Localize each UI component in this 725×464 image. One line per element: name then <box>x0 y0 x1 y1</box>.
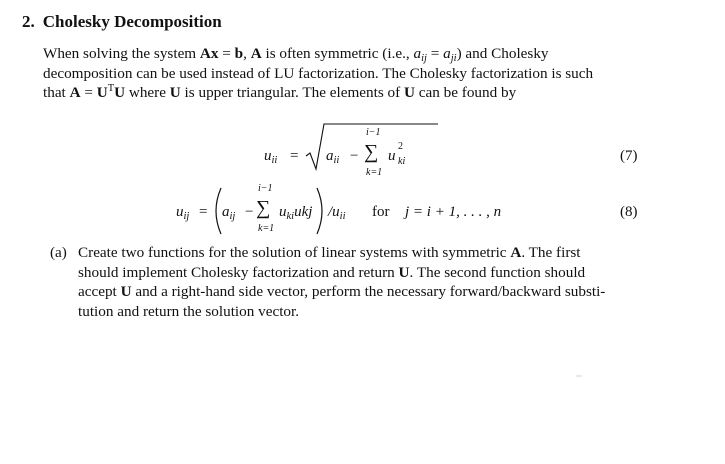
math-U: U <box>120 283 132 300</box>
eq7-minus: − <box>350 148 359 164</box>
intro-paragraph <box>43 44 643 103</box>
text-run: ) and Cholesky <box>456 45 549 62</box>
part-a-line-2 <box>78 263 643 283</box>
text-run: Create two functions for the solution of linear systems with symmetric <box>78 244 511 261</box>
eq7-equals: = <box>290 148 299 164</box>
math-U: U <box>398 263 410 281</box>
eq7-number: (7) <box>620 148 638 164</box>
math-a: a <box>443 45 451 62</box>
eq8-range: j = i + 1, . . . , n <box>405 204 502 220</box>
eq8-number: (8) <box>620 204 638 220</box>
text-run: accept <box>78 283 121 300</box>
eq7-sum-bottom: k=1 <box>366 167 383 178</box>
part-a-line-1 <box>78 243 643 263</box>
eq8-minus: − <box>245 204 254 220</box>
math-sub: ij <box>421 53 427 64</box>
faint-mark <box>576 375 582 377</box>
eq7-sum-top: i−1 <box>366 127 381 138</box>
text-run: = <box>426 45 444 62</box>
text-run: , <box>243 45 251 62</box>
text-run: is often symmetric (i.e., <box>261 45 414 62</box>
eq7-lhs: $u_{ii}$ <box>264 148 278 166</box>
eq8-for: for <box>372 204 390 220</box>
eq8-term: $u_{ki}ukj$ <box>279 204 313 222</box>
intro-line-3 <box>43 83 643 103</box>
eq8-right-paren <box>314 186 328 236</box>
math-A: A <box>250 45 262 62</box>
eq8-sigma: ∑ <box>256 197 271 219</box>
section-heading <box>22 12 222 32</box>
math-U: U <box>96 84 108 101</box>
text-run: that <box>43 84 70 101</box>
eq8-divisor: $/u_{ii}$ <box>328 204 346 222</box>
math-U: U <box>114 84 126 101</box>
math-U: U <box>404 84 415 101</box>
eq8-sum-bottom: k=1 <box>258 223 275 234</box>
text-run: . The second function should <box>409 263 586 281</box>
text-run: is upper triangular. The elements of <box>180 84 405 101</box>
part-a-text <box>78 243 643 321</box>
text-run: and a right-hand side vector, perform the necessary forward/backward substi- <box>131 283 606 300</box>
text-run: = <box>80 84 97 101</box>
eq8-lhs: $u_{ij}$ <box>176 204 190 222</box>
text-run: = <box>218 45 235 62</box>
math-A: A <box>510 244 522 261</box>
intro-line-2: decomposition can be used instead of LU factorization. The Cholesky factorization is such <box>43 64 594 82</box>
part-a-line-4: tution and return the solution vector. <box>78 302 300 320</box>
section-title: Cholesky Decomposition <box>42 12 222 31</box>
math-A: A <box>69 84 81 101</box>
eq7-a: $a_{ii}$ <box>326 148 340 166</box>
text-run: can be found by <box>414 84 517 101</box>
eq8-a: $a_{ij}$ <box>222 204 236 222</box>
eq8-sum-top: i−1 <box>258 183 273 194</box>
math-sub: ji <box>450 53 457 64</box>
math-b: b <box>234 45 244 62</box>
math-Ax: Ax <box>199 45 219 62</box>
math-a: a <box>413 45 422 62</box>
eq7-sigma: ∑ <box>364 141 379 163</box>
eq7-u-sub: ki <box>398 156 406 167</box>
eq7-u-sup: 2 <box>398 141 403 152</box>
intro-line-1 <box>43 44 643 64</box>
part-a-label: (a) <box>50 244 67 261</box>
text-run: . The first <box>521 244 581 261</box>
eq7-u: u <box>388 148 396 164</box>
math-U: U <box>169 84 181 101</box>
text-run: When solving the system <box>43 45 200 62</box>
section-number: 2. <box>22 12 35 31</box>
math-transpose: T <box>107 83 115 94</box>
eq8-equals: = <box>199 204 208 220</box>
text-run: should implement Cholesky factorization and return <box>78 263 399 281</box>
part-a-line-3 <box>78 282 643 302</box>
text-run: where <box>125 84 170 101</box>
